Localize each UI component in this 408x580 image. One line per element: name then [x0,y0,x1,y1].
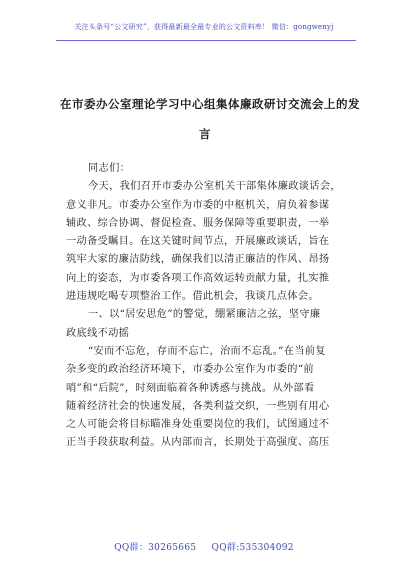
document-title-continuation: 言 [199,127,211,141]
document-title: 在市委办公室理论学习中心组集体廉政研讨交流会上的发 [60,97,360,111]
body-line: 今天，我们召开市委办公室机关干部集体廉政谈话会， [88,181,341,193]
header-note: 关注头条号“公文研究”，获得最新最全最专业的公文资料库！ 微信：gongwenyj [74,23,334,31]
body-line: 筑牢大家的廉洁防线，确保我们以清正廉洁的作风、昂扬 [66,254,330,266]
body-line: 随着经济社会的快速发展，各类利益交织，一些别有用心 [66,400,330,412]
body-line: 意义非凡。市委办公室作为市委的中枢机关，肩负着参谋 [66,199,330,211]
document-body [66,160,344,453]
body-line: “安而不忘危，存而不忘亡，治而不忘乱。”在当前复 [88,345,326,357]
body-line: 一动备受瞩目。在这关键时间节点，开展廉政谈话，旨在 [66,236,330,248]
body-line: 正当手段获取利益。从内部而言，长期处于高强度、高压 [66,437,330,449]
body-line: 之人可能会将目标瞄准身处重要岗位的我们，试图通过不 [66,419,330,431]
body-line: 辅政、综合协调、督促检查、服务保障等重要职责，一举 [66,217,330,229]
footer-qq-group-2: QQ群:535304092 [211,543,294,553]
body-line: 一、以“居安思危”的警觉，绷紧廉洁之弦，坚守廉 [88,309,321,321]
body-line: 同志们： [88,163,131,174]
footer [0,540,408,553]
body-line: 杂多变的政治经济环境下，市委办公室作为市委的“前 [66,364,314,376]
header-divider [56,40,356,41]
footer-qq-group-1: QQ群：30265665 [114,543,197,553]
body-line: 哨”和“后院”，时刻面临着各种诱惑与挑战。从外部看 [66,382,315,394]
body-line: 向上的姿态，为市委各项工作高效运转贡献力量，扎实推 [66,272,330,284]
body-line: 进违规吃喝专项整治工作。借此机会，我谈几点体会。 [66,291,319,303]
body-line: 政底线不动摇 [66,327,130,339]
